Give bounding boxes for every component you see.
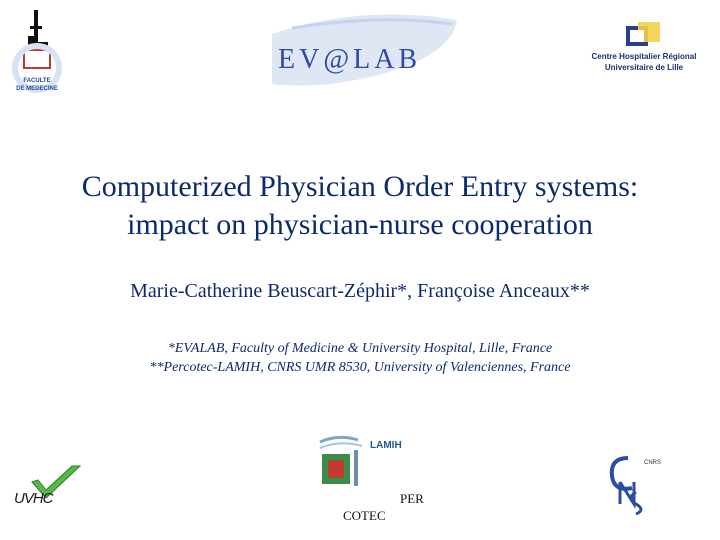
authors: Marie-Catherine Beuscart-Zéphir*, Françoise Anceaux** [130, 280, 590, 302]
affiliations [0, 339, 720, 377]
cnrs-text: CNRS [644, 460, 662, 466]
cnrs-logo [606, 452, 710, 516]
chru-line1: Centre Hospitalier Régional [591, 52, 697, 61]
evalab-title: EV@LAB [278, 44, 422, 75]
faculty-tower-icon [10, 6, 72, 98]
affiliation-1: *EVALAB, Faculty of Medicine & University Hospital, Lille, France [167, 341, 553, 356]
affiliation-2: **Percotec-LAMIH, CNRS UMR 8530, University of Valenciennes, France [149, 360, 571, 375]
svg-text:DE MEDECINE: DE MEDECINE [16, 86, 58, 92]
lamih-logo [318, 434, 402, 492]
svg-text:FACULTE: FACULTE [23, 78, 51, 84]
uvhc-text: UVHC [14, 490, 53, 507]
page-title [0, 168, 720, 244]
faculty-logo [10, 6, 72, 98]
percotec-part2: COTEC [343, 508, 386, 523]
chru-square-icon [588, 22, 700, 50]
chru-line2: Universitaire de Lille [604, 63, 684, 72]
lamih-text: LAMIH [370, 440, 402, 451]
uvhc-logo [14, 464, 86, 514]
chru-logo [588, 22, 700, 82]
title-line2: impact on physician-nurse cooperation [127, 208, 593, 241]
percotec-part1: PER [400, 491, 424, 506]
lamih-emblem-icon [318, 434, 370, 492]
title-line1: Computerized Physician Order Entry systems: [81, 170, 639, 203]
evalab-logo [262, 14, 460, 92]
cnrs-logo-icon [606, 452, 646, 516]
